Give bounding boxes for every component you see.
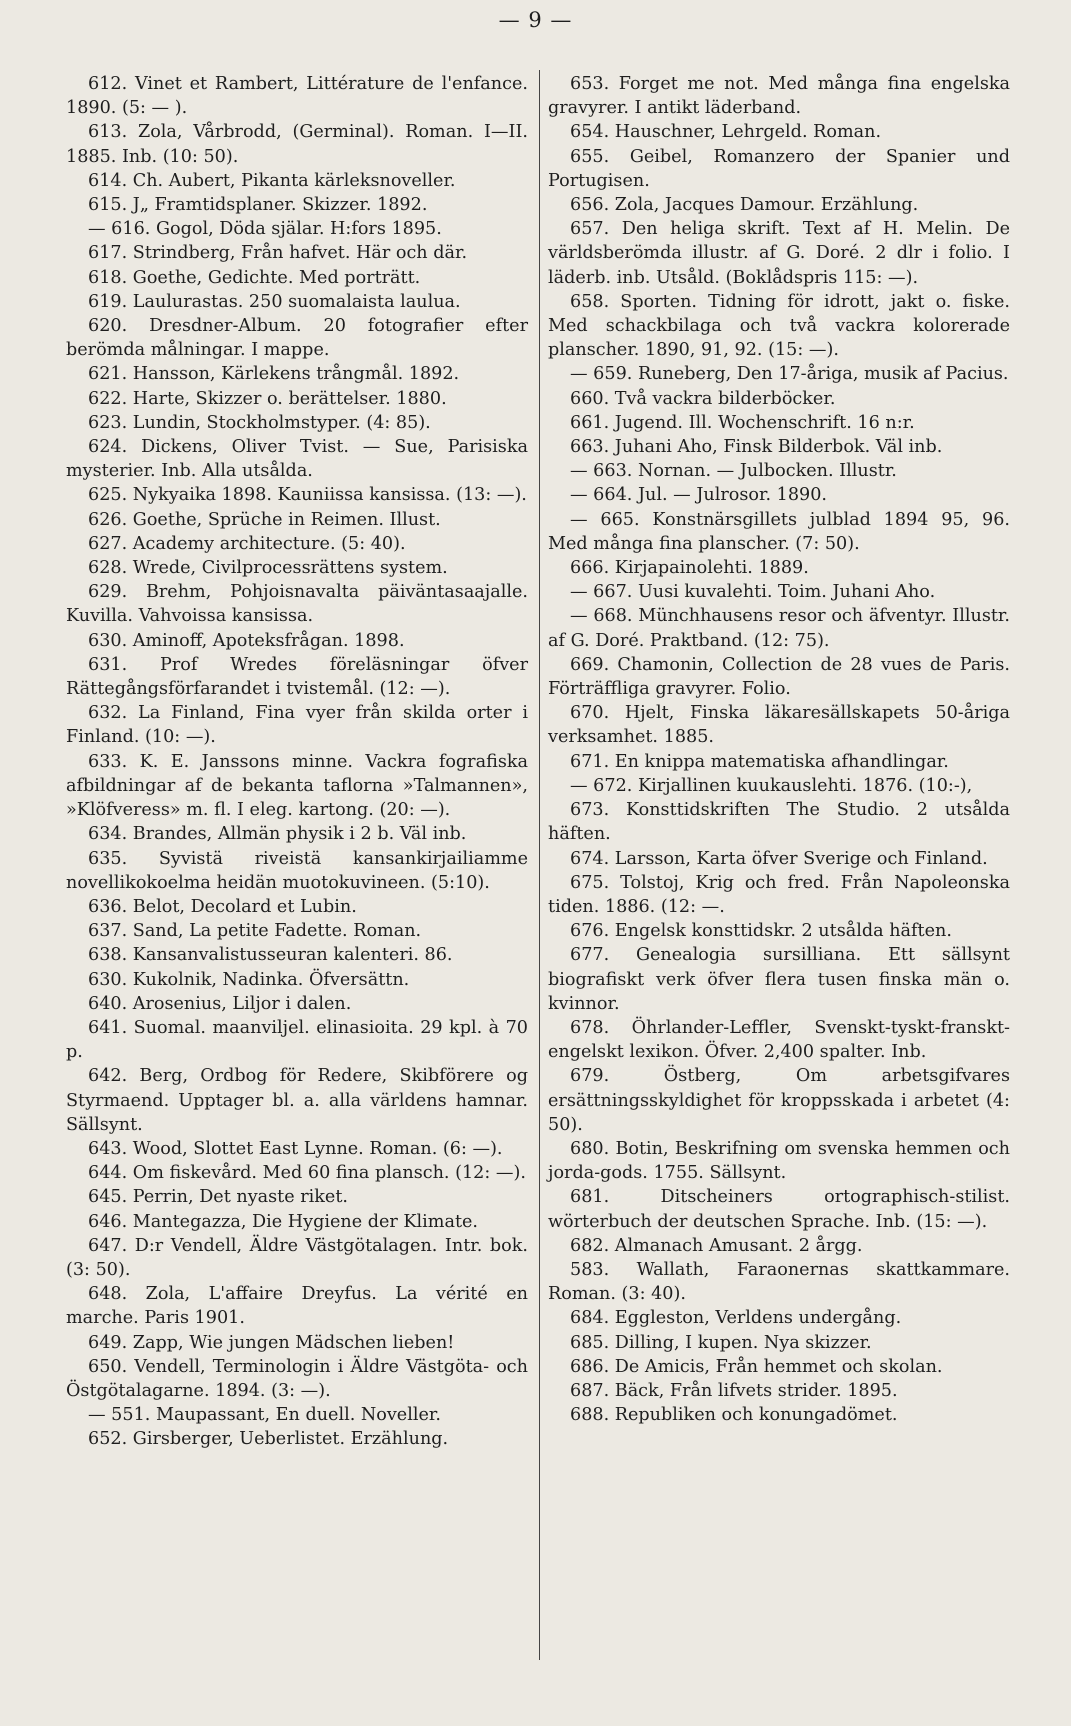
- catalogue-entry: 676. Engelsk konsttidskr. 2 utsålda häften.: [570, 921, 952, 942]
- catalogue-entry: 645. Perrin, Det nyaste riket.: [88, 1187, 349, 1208]
- catalogue-entry: 640. Arosenius, Liljor i dalen.: [88, 993, 352, 1014]
- catalogue-entry: 678. Öhrlander-Leffler, Svenskt-tyskt-franskt-engelskt lexikon. Öfver. 2,400 spalter. Inb.: [548, 1017, 1010, 1063]
- catalogue-entry: 650. Vendell, Terminologin i Äldre Västgöta- och Östgötalagarne. 1894. (3: —).: [66, 1356, 528, 1401]
- catalogue-entry: 655. Geibel, Romanzero der Spanier und Portugisen.: [548, 146, 1010, 191]
- catalogue-entry: 648. Zola, L'affaire Dreyfus. La vérité en marche. Paris 1901.: [66, 1284, 528, 1329]
- catalogue-entry: 637. Sand, La petite Fadette. Roman.: [88, 921, 422, 942]
- catalogue-entry: 583. Wallath, Faraonernas skattkammare. Roman. (3: 40).: [548, 1259, 1010, 1305]
- catalogue-entry: 643. Wood, Slottet East Lynne. Roman. (6: —).: [88, 1138, 503, 1159]
- catalogue-entry: 674. Larsson, Karta öfver Sverige och Finland.: [570, 848, 988, 869]
- catalogue-entry: 685. Dilling, I kupen. Nya skizzer.: [570, 1332, 872, 1353]
- catalogue-entry: — 665. Konstnärsgillets julblad 1894 95, 96. Med många fina planscher. (7: 50).: [548, 509, 1010, 554]
- catalogue-entry: 617. Strindberg, Från hafvet. Här och där.: [88, 243, 468, 264]
- catalogue-entry: 620. Dresdner-Album. 20 fotografier efter berömda målningar. I mappe.: [66, 316, 528, 361]
- catalogue-entry: 630. Kukolnik, Nadinka. Öfversättn.: [88, 969, 410, 990]
- catalogue-entry: 633. K. E. Janssons minne. Vackra fografiska afbildningar af de bekanta taflorna »Talmannen», »Klöfveress» m. fl. I eleg. kartong. (20: —).: [66, 751, 528, 821]
- column-divider: [539, 70, 540, 1660]
- catalogue-entry: 646. Mantegazza, Die Hygiene der Klimate.: [88, 1211, 479, 1232]
- catalogue-entry: 686. De Amicis, Från hemmet och skolan.: [570, 1356, 943, 1377]
- catalogue-entry: 644. Om fiskevård. Med 60 fina plansch. (12: —).: [88, 1163, 526, 1184]
- catalogue-entry: 632. La Finland, Fina vyer från skilda orter i Finland. (10: —).: [66, 703, 528, 748]
- catalogue-entry: — 668. Münchhausens resor och äfventyr. Illustr. af G. Doré. Praktband. (12: 75).: [548, 606, 1010, 651]
- catalogue-entry: 626. Goethe, Sprüche in Reimen. Illust.: [88, 509, 441, 530]
- catalogue-entry: 625. Nykyaika 1898. Kauniissa kansissa. (13: —).: [88, 485, 527, 506]
- catalogue-entry: 627. Academy architecture. (5: 40).: [88, 533, 406, 554]
- catalogue-entry: 656. Zola, Jacques Damour. Erzählung.: [570, 195, 919, 216]
- catalogue-entry: 647. D:r Vendell, Äldre Västgötalagen. Intr. bok. (3: 50).: [66, 1235, 528, 1280]
- catalogue-entry: 619. Laulurastas. 250 suomalaista laulua.: [88, 291, 461, 312]
- catalogue-entry: 629. Brehm, Pohjoisnavalta päiväntasaajalle. Kuvilla. Vahvoissa kansissa.: [66, 582, 528, 627]
- catalogue-entry: 684. Eggleston, Verldens undergång.: [570, 1308, 902, 1329]
- catalogue-entry: 677. Genealogia sursilliana. Ett sällsynt biografiskt verk öfver flera tusen finska män o. kvinnor.: [548, 945, 1010, 1014]
- catalogue-entry: 681. Ditscheiners ortographisch-stilist. wörterbuch der deutschen Sprache. Inb. (15: —).: [548, 1187, 1010, 1232]
- catalogue-entry: 624. Dickens, Oliver Tvist. — Sue, Parisiska mysterier. Inb. Alla utsålda.: [66, 437, 528, 482]
- catalogue-entry: 631. Prof Wredes föreläsningar öfver Rättegångsförfarandet i tvistemål. (12: —).: [66, 654, 528, 700]
- catalogue-entry: 670. Hjelt, Finska läkaresällskapets 50-åriga verksamhet. 1885.: [548, 703, 1010, 748]
- catalogue-entry: 669. Chamonin, Collection de 28 vues de Paris. Förträffliga gravyrer. Folio.: [548, 654, 1010, 700]
- catalogue-entry: 615. J„ Framtidsplaner. Skizzer. 1892.: [88, 195, 428, 216]
- catalogue-entry: 687. Bäck, Från lifvets strider. 1895.: [570, 1380, 898, 1401]
- catalogue-entry: 658. Sporten. Tidning för idrott, jakt o. fiske. Med schackbilaga och två vackra kolorerade planscher. 1890, 91, 92. (15: —).: [548, 291, 1010, 361]
- catalogue-entry: 661. Jugend. Ill. Wochenschrift. 16 n:r.: [570, 412, 915, 433]
- catalogue-entry: 621. Hansson, Kärlekens trångmål. 1892.: [88, 364, 460, 385]
- left-column: [66, 72, 528, 1452]
- catalogue-entry: — 664. Jul. — Julrosor. 1890.: [570, 485, 827, 506]
- catalogue-entry: — 667. Uusi kuvalehti. Toim. Juhani Aho.: [570, 582, 936, 603]
- catalogue-entry: 636. Belot, Decolard et Lubin.: [88, 896, 357, 917]
- catalogue-entry: 673. Konsttidskriften The Studio. 2 utsålda häften.: [548, 800, 1010, 845]
- catalogue-entry: 635. Syvistä riveistä kansankirjailiamme novellikokoelma heidän muotokuvineen. (5:10).: [66, 848, 528, 893]
- catalogue-entry: 660. Två vackra bilderböcker.: [570, 388, 836, 409]
- catalogue-entry: 618. Goethe, Gedichte. Med porträtt.: [88, 267, 421, 288]
- catalogue-entry: 641. Suomal. maanviljel. elinasioita. 29 kpl. à 70 p.: [66, 1017, 528, 1063]
- catalogue-entry: 642. Berg, Ordbog för Redere, Skibförere og Styrmaend. Upptager bl. a. alla världens hamnar. Sällsynt.: [66, 1066, 528, 1135]
- catalogue-entry: 666. Kirjapainolehti. 1889.: [570, 558, 809, 579]
- catalogue-entry: 628. Wrede, Civilprocessrättens system.: [88, 558, 448, 579]
- catalogue-entry: 671. En knippa matematiska afhandlingar.: [570, 751, 949, 772]
- catalogue-entry: 682. Almanach Amusant. 2 årgg.: [570, 1235, 863, 1256]
- catalogue-entry: — 663. Nornan. — Julbocken. Illustr.: [570, 461, 897, 482]
- catalogue-entry: 657. Den heliga skrift. Text af H. Melin. De världsberömda illustr. af G. Doré. 2 dlr i folio. I läderb. inb. Utsåld. (Boklådspris 115: —).: [548, 219, 1010, 288]
- catalogue-entry: — 672. Kirjallinen kuukauslehti. 1876. (10:-),: [570, 775, 973, 796]
- catalogue-entry: — 659. Runeberg, Den 17-åriga, musik af Pacius.: [570, 364, 1009, 385]
- catalogue-entry: 652. Girsberger, Ueberlistet. Erzählung.: [88, 1429, 449, 1450]
- catalogue-entry: 613. Zola, Vårbrodd, (Germinal). Roman. I—II. 1885. Inb. (10: 50).: [66, 122, 528, 167]
- catalogue-entry: 675. Tolstoj, Krig och fred. Från Napoleonska tiden. 1886. (12: —.: [548, 872, 1010, 917]
- right-column: [548, 72, 1010, 1427]
- catalogue-entry: 638. Kansanvalistusseuran kalenteri. 86.: [88, 945, 453, 966]
- catalogue-entry: 653. Forget me not. Med många fina engelska gravyrer. I antikt läderband.: [548, 74, 1010, 119]
- catalogue-entry: 634. Brandes, Allmän physik i 2 b. Väl inb.: [88, 824, 467, 845]
- catalogue-entry: 630. Aminoff, Apoteksfrågan. 1898.: [88, 630, 405, 651]
- page-number: — 9 —: [498, 8, 573, 32]
- catalogue-entry: 614. Ch. Aubert, Pikanta kärleksnoveller.: [88, 170, 456, 191]
- catalogue-entry: 649. Zapp, Wie jungen Mädschen lieben!: [88, 1332, 455, 1353]
- catalogue-entry: 688. Republiken och konungadömet.: [570, 1405, 898, 1426]
- catalogue-entry: 622. Harte, Skizzer o. berättelser. 1880.: [88, 388, 447, 409]
- catalogue-entry: 680. Botin, Beskrifning om svenska hemmen och jorda-gods. 1755. Sällsynt.: [548, 1138, 1010, 1184]
- catalogue-entry: 654. Hauschner, Lehrgeld. Roman.: [570, 122, 882, 143]
- catalogue-entry: 679. Östberg, Om arbetsgifvares ersättningsskyldighet för kroppsskada i arbetet (4: 50).: [548, 1066, 1010, 1135]
- catalogue-entry: — 551. Maupassant, En duell. Noveller.: [88, 1405, 441, 1426]
- catalogue-entry: 612. Vinet et Rambert, Littérature de l'enfance. 1890. (5: — ).: [66, 74, 528, 119]
- catalogue-entry: 623. Lundin, Stockholmstyper. (4: 85).: [88, 412, 431, 433]
- catalogue-entry: 663. Juhani Aho, Finsk Bilderbok. Väl inb.: [570, 437, 943, 458]
- catalogue-entry: — 616. Gogol, Döda själar. H:fors 1895.: [88, 219, 442, 240]
